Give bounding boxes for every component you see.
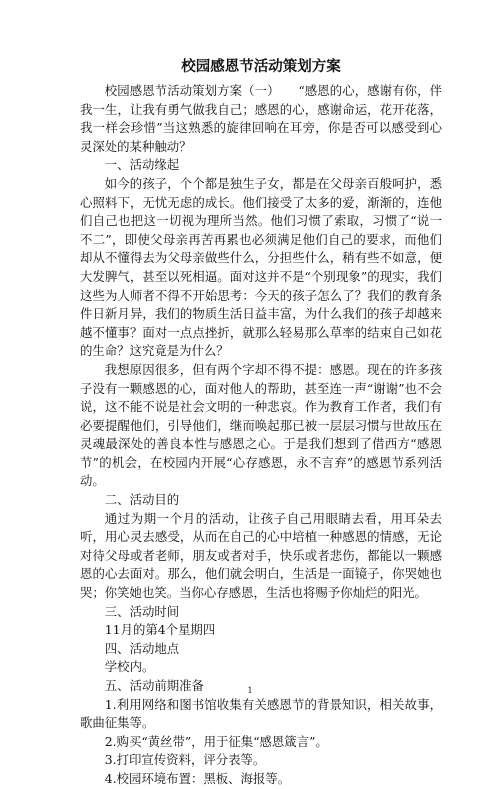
section-2-paragraph: 通过为期一个月的活动，让孩子自己用眼睛去看，用耳朵去听，用心灵去感受，从而在自己的心中培植一种感恩的情感，无论对待父母或者老师，朋友或者对手，快乐或者悲伤，都能以一颗感恩的心去面对。那么，他们就会明白，生活是一面镜子，你哭她也哭；你笑她也笑。当你心存感恩，生活也将赐予你灿烂的阳光。 (80, 510, 442, 601)
section-5-heading: 五、活动前期准备 (104, 678, 204, 693)
section-2-heading: 二、活动目的 (104, 492, 180, 508)
intro-paragraph: 校园感恩节活动策划方案（一） “感恩的心，感谢有你，伴我一生，让我有勇气做我自己；感恩的心，感谢命运，花开花落，我一样会珍惜”当这熟悉的旋律回响在耳旁，你是否可以感受到心灵深处的某种触动？ (80, 83, 442, 154)
section-1-paragraph-2: 我想原因很多，但有两个字却不得不提：感恩。现在的许多孩子没有一颗感恩的心，面对他人的帮助，甚至连一声“谢谢”也不会说，这不能不说是社会文明的一种悲哀。作为教育工作者，我们有必要提醒他们，引导他们，继而唤起那已被一层层习惯与世故压在灵魂最深处的善良本性与感恩之心。于是我们想到了借西方“感恩节”的机会，在校园内开展“心存感恩，永不言弃”的感恩节系列活动。 (80, 361, 442, 489)
section-1-paragraph-1: 如今的孩子，个个都是独生子女，都是在父母亲百般呵护，悉心照料下，无忧无虑的成长。他们接受了太多的爱，渐渐的，连他们自己也把这一切视为理所当然。他们习惯了索取，习惯了“说一不二”，即使父母亲再苦再累也必须满足他们自己的要求，而他们却从不懂得去为父母亲做些什么，分担些什么，稍有些不如意，便大发脾气，甚至以死相逼。面对这并不是“个别现象”的现实，我们这些为人师者不得不开始思考：今天的孩子怎么了？我们的教育条件日新月异，我们的物质生活日益丰富，为什么我们的孩子却越来越不懂事？面对一点点挫折，就那么轻易那么草率的结束自己如花的生命？这究竟是为什么？ (80, 175, 442, 359)
page-number: 1 (247, 686, 253, 695)
list-item: 4.校园环境布置：黑板、海报等。 (104, 770, 291, 786)
list-item: 2.购买“黄丝带”，用于征集“感恩箴言”。 (104, 733, 328, 749)
section-3-heading: 三、活动时间 (104, 603, 180, 619)
section-4-heading: 四、活动地点 (104, 640, 180, 656)
section-3-text: 11月的第4个星期四 (104, 622, 216, 638)
document-title: 校园感恩节活动策划方案 (181, 58, 341, 75)
list-item: 1.利用网络和图书馆收集有关感恩节的背景知识，相关故事，歌曲征集等。 (80, 696, 442, 731)
list-item: 3.打印宣传资料，评分表等。 (104, 752, 266, 768)
section-4-text: 学校内。 (104, 659, 155, 675)
section-1-heading: 一、活动缘起 (104, 157, 180, 173)
